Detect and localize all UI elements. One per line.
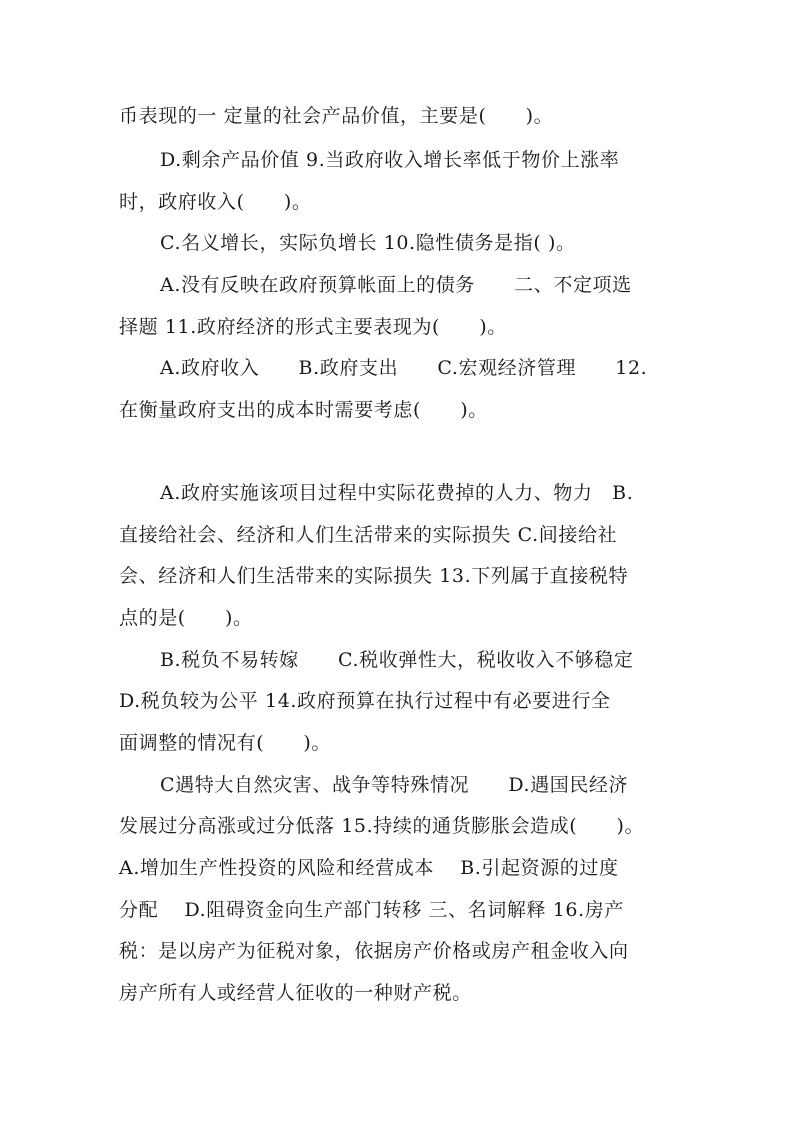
text-line-8: 在衡量政府支出的成本时需要考虑( )。 [119,399,488,421]
text-line-16: C遇特大自然灾害、战争等特殊情况 D.遇国民经济 [160,774,629,796]
text-line-4: C.名义增长，实际负增长 10.隐性债务是指( )。 [160,232,576,254]
text-line-2: D.剩余产品价值 9.当政府收入增长率低于物价上涨率 [160,149,620,171]
text-line-12: 点的是( )。 [119,607,253,629]
text-line-10: 直接给社会、经济和人们生活带来的实际损失 C.间接给社 [119,524,618,546]
text-line-9: A.政府实施该项目过程中实际花费掉的人力、物力 B. [160,482,634,504]
text-line-20: 税：是以房产为征税对象，依据房产价格或房产租金收入向 [119,940,629,962]
text-line-1: 币表现的一 定量的社会产品价值，主要是( )。 [119,105,554,127]
text-line-7: A.政府收入 B.政府支出 C.宏观经济管理 12. [160,357,648,379]
text-line-3: 时，政府收入( )。 [119,191,312,213]
text-line-14: D.税负较为公平 14.政府预算在执行过程中有必要进行全 [119,690,611,712]
text-line-11: 会、经济和人们生活带来的实际损失 13.下列属于直接税特 [119,565,629,587]
text-line-5: A.没有反映在政府预算帐面上的债务 二、不定项选 [160,274,632,296]
text-line-15: 面调整的情况有( )。 [119,732,332,754]
text-line-21: 房产所有人或经营人征收的一种财产税。 [119,982,472,1004]
text-line-13: B.税负不易转嫁 C.税收弹性大，税收收入不够稳定 [160,649,634,671]
text-line-19: 分配 D.阻碍资金向生产部门转移 三、名词解释 16.房产 [119,899,624,921]
text-line-6: 择题 11.政府经济的形式主要表现为( )。 [119,316,507,338]
text-line-18: A.增加生产性投资的风险和经营成本 B.引起资源的过度 [119,857,619,879]
text-line-17: 发展过分高涨或过分低落 15.持续的通货膨胀会造成( )。 [119,815,645,837]
